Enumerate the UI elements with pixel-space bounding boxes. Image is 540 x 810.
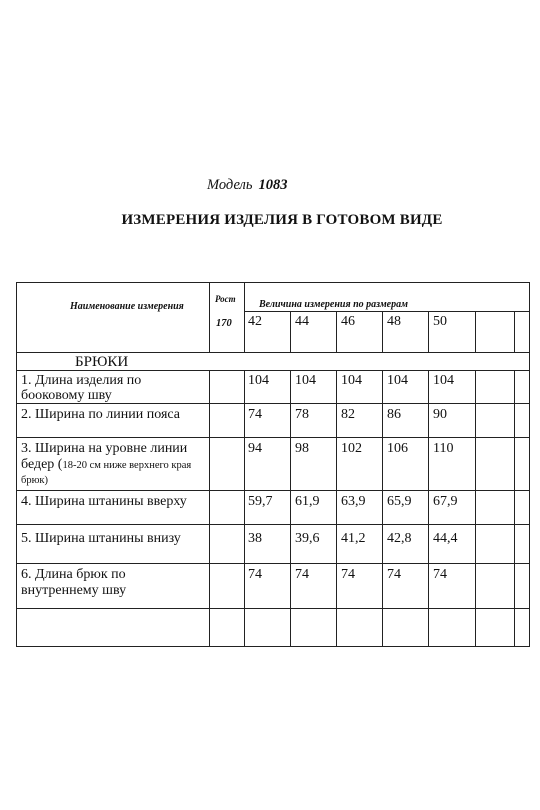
page-title: ИЗМЕРЕНИЯ ИЗДЕЛИЯ В ГОТОВОМ ВИДЕ <box>121 212 443 228</box>
row-value: 82 <box>341 407 355 422</box>
row-value: 67,9 <box>433 494 458 509</box>
row-value: 110 <box>433 441 454 456</box>
size-header: 46 <box>341 314 355 329</box>
row-value: 42,8 <box>387 531 412 546</box>
row-value: 104 <box>433 373 454 388</box>
row-value: 74 <box>433 567 447 582</box>
row-value: 44,4 <box>433 531 458 546</box>
row-label: 6. Длина брюк по <box>21 567 126 582</box>
row-value: 78 <box>295 407 309 422</box>
row-label-text: бедер ( <box>21 457 63 472</box>
row-value: 63,9 <box>341 494 366 509</box>
row-value: 38 <box>248 531 262 546</box>
row-value: 65,9 <box>387 494 412 509</box>
row-value: 74 <box>248 567 262 582</box>
row-value: 74 <box>341 567 355 582</box>
size-header: 44 <box>295 314 309 329</box>
row-label-note: 18-20 см ниже верхнего края <box>62 460 192 471</box>
model-label: Модель <box>207 177 253 193</box>
row-label-continued: брюк) <box>21 475 49 486</box>
row-value: 86 <box>387 407 401 422</box>
row-value: 104 <box>387 373 408 388</box>
row-value: 94 <box>248 441 262 456</box>
row-value: 102 <box>341 441 362 456</box>
row-value: 106 <box>387 441 408 456</box>
row-value: 74 <box>387 567 401 582</box>
row-value: 74 <box>248 407 262 422</box>
row-label: 5. Ширина штанины внизу <box>21 531 181 546</box>
row-value: 59,7 <box>248 494 273 509</box>
model-number: 1083 <box>258 177 288 193</box>
row-value: 74 <box>295 567 309 582</box>
row-label-continued: внутреннему шву <box>21 583 127 598</box>
row-value: 61,9 <box>295 494 320 509</box>
section-title: БРЮКИ <box>75 354 129 370</box>
row-label: 4. Ширина штанины вверху <box>21 494 187 509</box>
row-value: 104 <box>295 373 316 388</box>
row-label: 1. Длина изделия по <box>21 373 142 388</box>
size-header: 48 <box>387 314 401 329</box>
row-value: 39,6 <box>295 531 320 546</box>
row-value: 41,2 <box>341 531 366 546</box>
size-caption: Величина измерения по размерам <box>259 299 408 310</box>
row-label-continued: бооковому шву <box>21 388 112 403</box>
row-label: 3. Ширина на уровне линии <box>21 441 188 456</box>
row-value: 104 <box>248 373 269 388</box>
row-value: 104 <box>341 373 362 388</box>
name-column-header: Наименование измерения <box>70 301 184 312</box>
size-header: 50 <box>433 314 447 329</box>
row-label: 2. Ширина по линии пояса <box>21 407 181 422</box>
height-value: 170 <box>216 318 232 329</box>
size-header: 42 <box>248 314 262 329</box>
height-label: Рост <box>215 294 236 304</box>
row-value: 98 <box>295 441 309 456</box>
row-value: 90 <box>433 407 447 422</box>
